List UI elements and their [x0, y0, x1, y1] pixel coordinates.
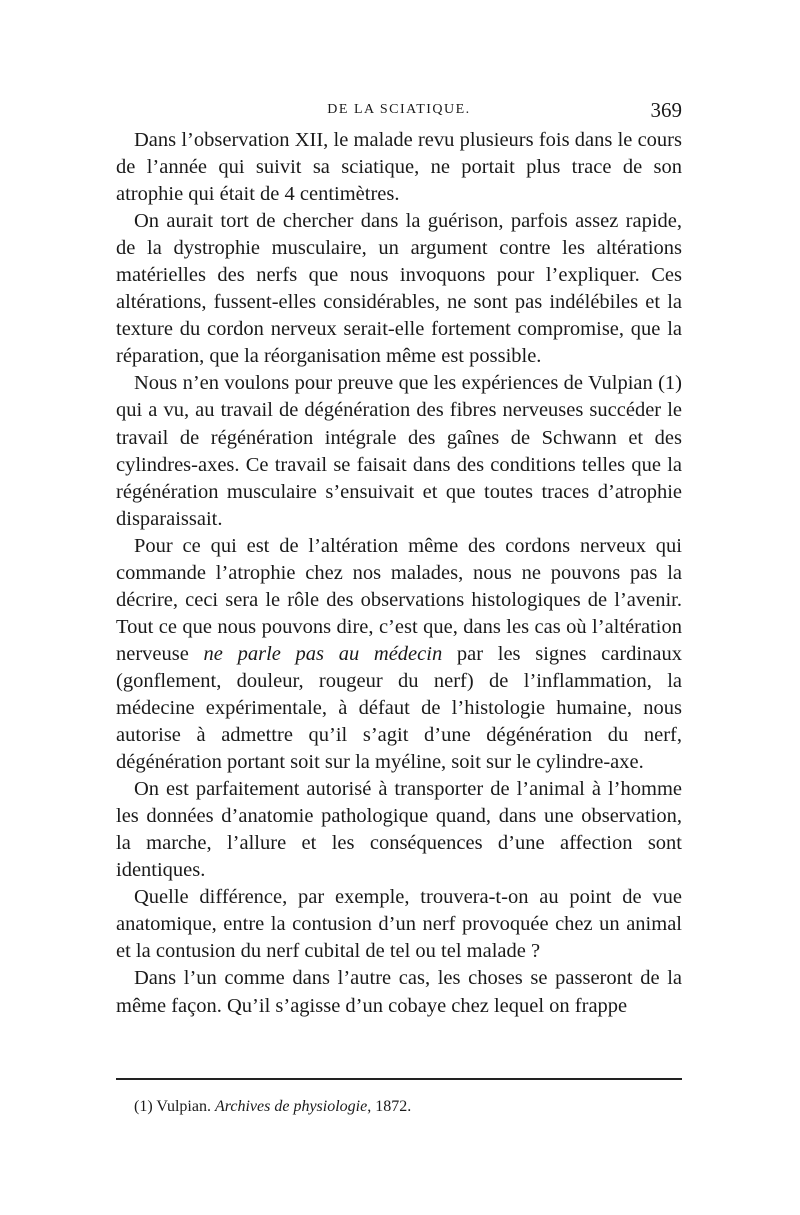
paragraph — [116, 208, 682, 370]
footnote — [134, 1097, 682, 1117]
paragraph-text: Nous n’en voulons pour preuve que les expériences de Vulpian (1) qui a vu, au travail de dégénération des fibres nerveuses succéder le travail de régénération intégrale des gaînes de Schwann et des cylindres-axes. Ce travail se faisait dans des conditions telles que la régénération musculaire s’ensuivait et que toutes traces d’atrophie disparaissait. — [116, 372, 682, 530]
footnote-source: Archives de physiologie — [214, 1098, 368, 1115]
page-header — [116, 98, 682, 122]
page-number: 369 — [650, 98, 682, 122]
paragraph — [116, 127, 682, 208]
paragraph — [116, 884, 682, 965]
paragraph-text: par les signes cardinaux (gonflement, douleur, rougeur du nerf) de l’inflammation, la médecine expérimentale, à défaut de l’histologie humaine, nous autorise à admettre qu’il s’agit d’une dégénération du nerf, dégénération portant soit sur la myéline, soit sur le cylindre-axe. — [116, 642, 682, 774]
paragraph — [116, 370, 682, 532]
emphasis-text: ne parle pas au médecin — [203, 642, 443, 665]
footnote-year: , 1872. — [367, 1098, 412, 1115]
body-text — [116, 127, 682, 1020]
paragraph-text: Pour ce qui est de l’altération même des cordons nerveux qui commande l’atrophie chez nos malades, nous ne pouvons pas la décrire, ceci sera le rôle des observations histologiques de l’avenir. Tout ce que nous pouvons dire, c’est que, dans les cas où l’altération nerveuse — [116, 534, 682, 665]
paragraph-text: On aurait tort de chercher dans la guérison, parfois assez rapide, de la dystrophie musculaire, un argument contre les altérations matérielles des nerfs que nous invoquons pour l’expliquer. Ces altérations, fussent-elles considérables, ne sont pas indélébiles et la texture du cordon nerveux serait-elle fortement compromise, que la réparation, que la réorganisation même est possible. — [116, 210, 682, 368]
paragraph-text: Dans l’observation XII, le malade revu plusieurs fois dans le cours de l’année qui suivit sa sciatique, ne portait plus trace de son atrophie qui était de 4 centimètres. — [116, 129, 682, 206]
paragraph — [116, 965, 682, 1019]
paragraph — [116, 533, 682, 776]
paragraph-text: On est parfaitement autorisé à transporter de l’animal à l’homme les données d’anatomie pathologique quand, dans une observation, la marche, l’allure et les conséquences d’une affection sont identiques. — [116, 778, 682, 882]
paragraph-text: Quelle différence, par exemple, trouvera-t-on au point de vue anatomique, entre la contusion d’un nerf provoquée chez un animal et la contusion du nerf cubital de tel ou tel malade ? — [116, 886, 682, 963]
running-title: DE LA SCIATIQUE. — [327, 102, 471, 117]
footnote-rule — [116, 1078, 682, 1080]
paragraph-text: Dans l’un comme dans l’autre cas, les choses se passeront de la même façon. Qu’il s’agisse d’un cobaye chez lequel on frappe — [116, 967, 682, 1017]
footnote-marker: (1) Vulpian. — [134, 1098, 215, 1115]
paragraph — [116, 776, 682, 884]
